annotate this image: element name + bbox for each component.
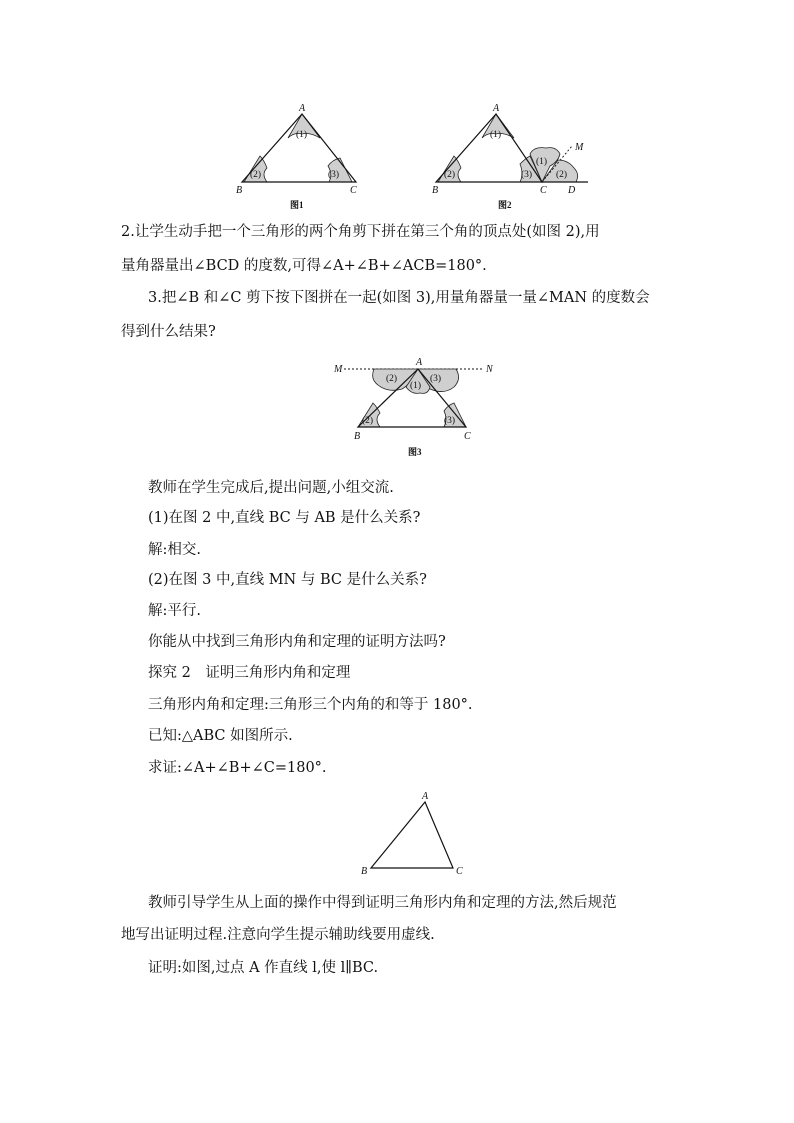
angle-label-2: (2) (250, 170, 262, 180)
vertex-b: B (354, 431, 361, 442)
angle-label-1b: (1) (536, 157, 548, 167)
figure-caption: 图1 (290, 200, 304, 210)
paragraph: 地写出证明过程.注意向学生提示辅助线要用虚线. (121, 927, 435, 943)
vertex-n: N (486, 364, 493, 375)
paragraph: 求证:∠A+∠B+∠C=180°. (148, 760, 327, 776)
vertex-a: A (422, 791, 429, 802)
angle-label-2: (2) (362, 416, 374, 426)
angle-label-1: (1) (490, 130, 502, 140)
paragraph: (2)在图 3 中,直线 MN 与 BC 是什么关系? (148, 572, 427, 588)
vertex-d: D (568, 185, 576, 196)
angle-label-1: (1) (296, 130, 308, 140)
paragraph: 解:平行. (148, 603, 201, 619)
vertex-c: C (350, 185, 357, 196)
paragraph: 你能从中找到三角形内角和定理的证明方法吗? (148, 634, 446, 650)
figure-3 (330, 355, 500, 460)
angle-label-2b: (2) (556, 170, 568, 180)
angle-label-2: (2) (444, 170, 456, 180)
vertex-m: M (575, 142, 584, 153)
angle-label-1: (1) (410, 381, 422, 391)
vertex-m: M (334, 364, 343, 375)
figure-1 (230, 102, 370, 212)
vertex-b: B (361, 866, 368, 877)
vertex-b: B (432, 185, 439, 196)
paragraph: 教师引导学生从上面的操作中得到证明三角形内角和定理的方法,然后规范 (148, 895, 617, 911)
figure-caption: 图2 (498, 200, 512, 210)
vertex-a: A (416, 357, 423, 368)
paragraph: (1)在图 2 中,直线 BC 与 AB 是什么关系? (148, 510, 421, 526)
vertex-c: C (456, 866, 463, 877)
figure-2 (428, 102, 598, 212)
vertex-a: A (493, 103, 500, 114)
paragraph: 量角器量出∠BCD 的度数,可得∠A+∠B+∠ACB=180°. (121, 258, 487, 274)
paragraph: 三角形内角和定理:三角形三个内角的和等于 180°. (148, 697, 473, 713)
paragraph: 得到什么结果? (121, 324, 216, 340)
vertex-b: B (236, 185, 243, 196)
vertex-c: C (540, 185, 547, 196)
angle-label-3: (3) (328, 170, 340, 180)
vertex-c: C (464, 431, 471, 442)
angle-label-2-top: (2) (386, 374, 398, 384)
section-heading: 探究 2 证明三角形内角和定理 (148, 665, 351, 681)
paragraph: 已知:△ABC 如图所示. (148, 728, 293, 744)
paragraph: 教师在学生完成后,提出问题,小组交流. (148, 480, 394, 496)
angle-label-3: (3) (521, 170, 533, 180)
angle-label-3-top: (3) (430, 374, 442, 384)
paragraph: 2.让学生动手把一个三角形的两个角剪下拼在第三个角的顶点处(如图 2),用 (121, 224, 600, 240)
figure-4 (355, 788, 475, 880)
paragraph: 解:相交. (148, 542, 201, 558)
figure-caption: 图3 (408, 447, 422, 457)
paragraph: 证明:如图,过点 A 作直线 l,使 l∥BC. (148, 960, 379, 976)
paragraph: 3.把∠B 和∠C 剪下按下图拼在一起(如图 3),用量角器量一量∠MAN 的度数会 (148, 290, 650, 306)
angle-label-3: (3) (444, 416, 456, 426)
vertex-a: A (299, 103, 306, 114)
